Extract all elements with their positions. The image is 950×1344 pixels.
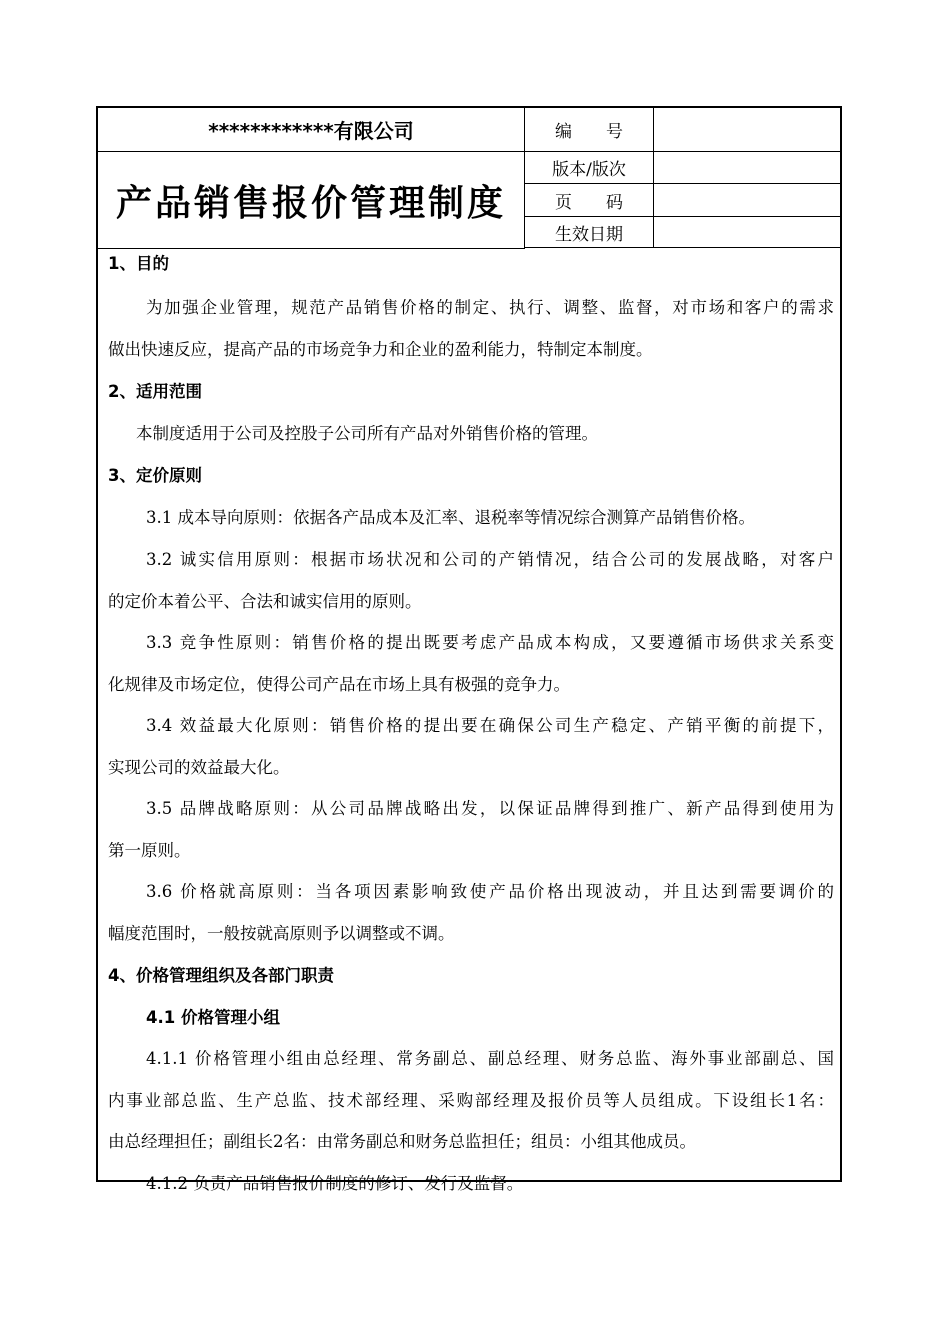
paragraph-line: 幅度范围时，一般按就高原则予以调整或不调。 bbox=[108, 924, 455, 943]
section-heading-scope: 2、适用范围 bbox=[108, 382, 202, 401]
meta-row-number bbox=[525, 108, 840, 152]
section-heading-purpose: 1、目的 bbox=[108, 254, 169, 273]
meta-label-version: 版本/版次 bbox=[525, 152, 654, 183]
document-table bbox=[96, 106, 842, 1193]
company-name: ************有限公司 bbox=[98, 108, 525, 152]
document-meta-table bbox=[525, 108, 840, 248]
paragraph-line: 3.1 成本导向原则：依据各产品成本及汇率、退税率等情况综合测算产品销售价格。 bbox=[146, 508, 755, 527]
paragraph-line: 本制度适用于公司及控股子公司所有产品对外销售价格的管理。 bbox=[136, 424, 598, 443]
meta-value-version bbox=[654, 152, 840, 183]
section-heading-principles: 3、定价原则 bbox=[108, 466, 202, 485]
header-divider bbox=[98, 248, 525, 249]
meta-label-page: 页 码 bbox=[525, 184, 654, 216]
paragraph-line: 实现公司的效益最大化。 bbox=[108, 758, 290, 777]
section-heading-organization: 4、价格管理组织及各部门职责 bbox=[108, 966, 334, 985]
paragraph-line: 为加强企业管理，规范产品销售价格的制定、执行、调整、监督，对市场和客户的需求 bbox=[146, 298, 834, 317]
meta-row-effective-date bbox=[525, 217, 840, 248]
paragraph-line: 由总经理担任；副组长2名：由常务副总和财务总监担任；组员：小组其他成员。 bbox=[108, 1132, 696, 1151]
document-title: 产品销售报价管理制度 bbox=[98, 152, 525, 248]
paragraph-line: 3.5 品牌战略原则：从公司品牌战略出发，以保证品牌得到推广、新产品得到使用为 bbox=[146, 799, 834, 818]
document-header bbox=[98, 108, 840, 248]
meta-label-number: 编 号 bbox=[525, 108, 654, 151]
paragraph-line: 第一原则。 bbox=[108, 841, 191, 860]
meta-value-effective-date bbox=[654, 217, 840, 247]
paragraph-line: 3.3 竞争性原则：销售价格的提出既要考虑产品成本构成，又要遵循市场供求关系变 bbox=[146, 633, 834, 652]
paragraph-line: 化规律及市场定位，使得公司产品在市场上具有极强的竞争力。 bbox=[108, 675, 570, 694]
paragraph-line: 4.1.2 负责产品销售报价制度的修订、发行及监督。 bbox=[146, 1174, 524, 1193]
meta-value-page bbox=[654, 184, 840, 216]
meta-label-effective-date: 生效日期 bbox=[525, 217, 654, 247]
paragraph-line: 内事业部总监、生产总监、技术部经理、采购部经理及报价员等人员组成。下设组长1名： bbox=[108, 1091, 834, 1110]
paragraph-line: 3.6 价格就高原则：当各项因素影响致使产品价格出现波动，并且达到需要调价的 bbox=[146, 882, 834, 901]
subsection-heading-pricing-group: 4.1 价格管理小组 bbox=[146, 1008, 280, 1027]
paragraph-line: 3.4 效益最大化原则：销售价格的提出要在确保公司生产稳定、产销平衡的前提下， bbox=[146, 716, 834, 735]
meta-row-version bbox=[525, 152, 840, 184]
meta-row-page bbox=[525, 184, 840, 217]
paragraph-line: 做出快速反应，提高产品的市场竞争力和企业的盈利能力，特制定本制度。 bbox=[108, 340, 653, 359]
paragraph-line: 3.2 诚实信用原则：根据市场状况和公司的产销情况，结合公司的发展战略，对客户 bbox=[146, 550, 834, 569]
paragraph-line: 的定价本着公平、合法和诚实信用的原则。 bbox=[108, 592, 422, 611]
paragraph-line: 4.1.1 价格管理小组由总经理、常务副总、副总经理、财务总监、海外事业部副总、国 bbox=[146, 1049, 834, 1068]
meta-value-number bbox=[654, 108, 840, 151]
